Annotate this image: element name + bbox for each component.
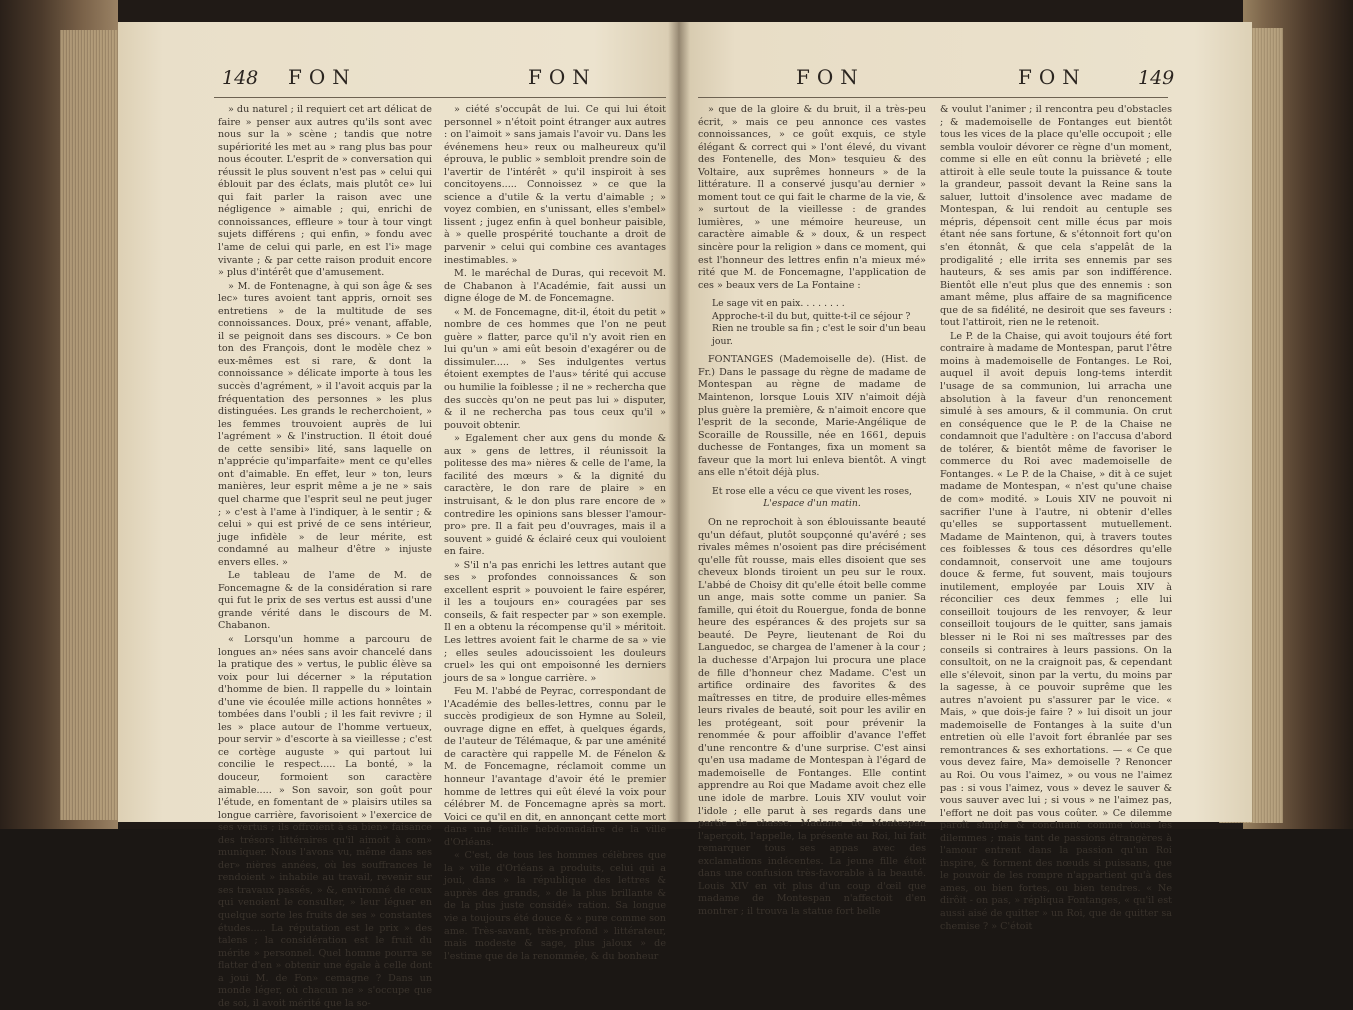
paragraph: » ciété s'occupât de lui. Ce qui lui étoit personnel » n'étoit point étranger aux autres : on l'aimoit » sans jamais l'avoir vu. Dans les événemens heu» reux ou malheureux qu'il éprouva, le public » sembloit prendre soin de l'avertir de l'intérêt » qu'il inspiroit à ses concitoyens..... Connoissez » ce que la science a d'utile & la vertu d'aimable ; » voyez combien, en s'unissant, elles s'embel» lissent ; jugez enfin à quel bonheur paisible, à » quelle prospérité touchante a droit de parvenir » celui qui combine ces avantages inestimables. » bbox=[444, 104, 666, 266]
right-column-1 bbox=[698, 104, 926, 917]
paragraph: « M. de Foncemagne, dit-il, étoit du petit » nombre de ces hommes que l'on ne peut guère » flatter, parce qu'il n'y avoit rien en lui qu'un » ami eût besoin d'exagérer ou de dissimuler..... » Ses indulgentes vertus étoient exemptes de l'aus» térité qui accuse ou humilie la foiblesse ; il ne » rechercha que des succès qu'on ne peut pas lui » disputer, & il ne rechercha pas tous ceux qu'il » pouvoit obtenir. bbox=[444, 306, 666, 431]
book-gutter bbox=[668, 22, 690, 822]
paragraph: » S'il n'a pas enrichi les lettres autant que ses » profondes connoissances & son excellent esprit » pouvoient le faire espérer, il les a toujours en» couragées par ses conseils, & fait respecter par » son exemple. Il en a obtenu la récompense qu'il » méritoit. Les lettres avoient fait le charme de sa » vie ; elles seules adoucissoient les douleurs cruel» les qui ont empoisonné les derniers jours de sa » longue carrière. » bbox=[444, 559, 666, 684]
right-header-rule bbox=[698, 97, 1168, 98]
right-page bbox=[678, 22, 1252, 932]
left-page bbox=[118, 22, 678, 1009]
paragraph: » que de la gloire & du bruit, il a très-peu écrit, » mais ce peu annonce ces vastes connoissances, » ce goût exquis, ce style élégant & correct qui » l'ont élevé, du vivant des Fontenelle, des Mon» tesquieu & des Voltaire, aux suprêmes honneurs » de la littérature. Il a conservé jusqu'au dernier » moment tout ce qui fait le charme de la vie, & » surtout de la vieillesse : de grandes lumières, » une mémoire heureuse, un caractère aimable & » doux, & un respect sincère pour la religion » dans ce moment, qui est l'honneur des lettres enfin n'a mieux mé» rité que M. de Foncemagne, l'application de ces » beaux vers de La Fontaine : bbox=[698, 104, 926, 291]
left-header-1: FON bbox=[288, 65, 357, 89]
paragraph: » M. de Fontenagne, à qui son âge & ses lec» tures avoient tant appris, ornoit ses entretiens » de la multitude de ses connoissances. Doux, pré» venant, affable, il se peignoit dans ses discours. » Ce bon ton des François, dont le modèle chez » eux-mêmes est si rare, & dont la connoissance » délicate importe à tous les succès d'agrément, » il l'avoit acquis par la fréquentation des personnes » les plus distinguées. Les grands le recherchoient, » les femmes trouvoient auprès de lui l'agrément » & l'instruction. Il étoit doué de cette sensibi» lité, sans laquelle on n'apprécie qu'imparfaite» ment ce qu'elles ont d'aimable. En effet, leur » ton, leurs manières, leur esprit même a je ne » sais quel charme que l'esprit seul ne peut juger ; » c'est à l'ame à l'indiquer, à le sentir ; & celui » qui est privé de ce sens intérieur, juge infidèle » de leur mérite, est condamné au malheur d'être » injuste envers elles. » bbox=[218, 280, 432, 568]
paragraph: M. le maréchal de Duras, qui recevoit M. de Chabanon à l'Académie, fait aussi un digne éloge de M. de Foncemagne. bbox=[444, 268, 666, 305]
paragraph: » du naturel ; il requiert cet art délicat de faire » penser aux autres qu'ils sont avec nous sur la » scène ; tandis que notre supériorité les met au » rang plus bas pour nous écouter. L'esprit de » conversation qui réussit le plus souvent n'est pas » celui qui éblouit par des éclats, mais plutôt ce» lui qui fait parler la raison avec une négligence » aimable ; qui, enrichi de connoissances, effleure » tour à tour vingt sujets différens ; qui enfin, » fondu avec l'ame de celui qui parle, en est l'i» mage vivante ; & par cette raison produit encore » plus d'intérêt que d'amusement. bbox=[218, 104, 432, 279]
paragraph: Le tableau de l'ame de M. de Foncemagne & de la considération si rare qui fut le prix de ses vertus est aussi d'une grande vérité dans le discours de M. Chabanon. bbox=[218, 570, 432, 632]
left-header-2: FON bbox=[528, 65, 597, 89]
right-header-1: FON bbox=[796, 65, 865, 89]
paragraph: & voulut l'animer ; il rencontra peu d'obstacles ; & mademoiselle de Fontanges eut bientôt tous les vices de la place qu'elle occupoit ; elle sembla vouloir dévorer ce règne d'un moment, comme si elle en eût connu la brièveté ; elle attiroit à elle seule toute la puissance & toute la grandeur, passoit devant la Reine sans la saluer, luttoit d'insolence avec madame de Montespan, & lui rendoit au centuple ses mépris, dépensoit cent mille écus par mois étant née sans fortune, & s'étonnoit fort qu'on s'en étonnât, & que cela s'appelât de la prodigalité ; elle irrita ses ennemis par ses hauteurs, & ses amis par son indifférence. Bientôt elle n'eut plus que des ennemis : son amant même, plus affaire de sa magnificence que de sa fidélité, ne desiroit que ses faveurs : tout l'attiroit, rien ne le retenoit. bbox=[940, 104, 1172, 329]
paragraph: » Egalement cher aux gens du monde & aux » gens de lettres, il réunissoit la politesse des ma» nières & celle de l'ame, la facilité des mœurs » & la dignité du caractère, le don rare de plaire » en instruisant, & le don plus rare encore de » contredire les opinions sans blesser l'amour-pro» pre. Il a fait peu d'ouvrages, mais il a souvent » guidé & éclairé ceux qui vouloient en faire. bbox=[444, 433, 666, 558]
verse-line: Rien ne trouble sa fin ; c'est le soir d'un beau jour. bbox=[712, 323, 926, 347]
paragraph: On ne reprochoit à son éblouissante beauté qu'un défaut, plutôt soupçonné qu'avéré ; ses rivales mêmes n'osoient pas dire précisément qu'elle fût rousse, mais elles disoient que ses cheveux blonds tiroient un peu sur le roux. L'abbé de Choisy dit qu'elle étoit belle comme un ange, mais sotte comme un panier. Sa famille, qui étoit du Rouergue, fonda de bonne heure des espérances & des projets sur sa beauté. De Peyre, lieutenant de Roi du Languedoc, se chargea de l'amener à la cour ; la duchesse d'Arpajon lui procura une place de fille d'honneur chez Madame. C'est un artifice ordinaire des favorites & des maîtresses en titre, de produire elles-mêmes leurs rivales de beauté, soit pour les avilir en les protégeant, soit pour prévenir la renommée & pour affoiblir d'avance l'effet d'une rencontre & d'une surprise. C'est ainsi qu'en usa madame de Montespan à l'égard de mademoiselle de Fontanges. Elle contint apprendre au Roi que Madame avoit chez elle une idole de marbre. Louis XIV voulut voir l'idole ; elle parut à ses regards dans une partie de chasse. Madame de Montespan l'aperçoit, l'appelle, la présente au Roi, lui fait remarquer tous ses appas avec des exclamations indécentes. La jeune fille étoit dans une confusion très-favorable à la beauté. Louis XIV en vit plus d'un coup d'œil que madame de Montespan n'affectoit d'en montrer ; il trouva la statue fort belle bbox=[698, 516, 926, 917]
verse-block bbox=[712, 298, 926, 348]
verse-line: Et rose elle a vécu ce que vivent les roses, bbox=[711, 485, 912, 497]
left-column-1 bbox=[218, 104, 432, 1009]
paragraph: Le P. de la Chaise, qui avoit toujours été fort contraire à madame de Montespan, parut l'être moins à mademoiselle de Fontanges. Le Roi, auquel il avoit depuis long-tems interdit l'usage de sa communion, lui arracha une absolution à la faveur d'un renoncement simulé à ses amours, & il communia. On crut en conséquence que le P. de la Chaise ne condamnoit que l'adultère : on l'accusa d'abord de tolérer, & bientôt même de favoriser le commerce du Roi avec mademoiselle de Fontanges. « Le P. de la Chaise, » dit à ce sujet madame de Montespan, « n'est qu'une chaise de com» modité. » Louis XIV ne pouvoit ni sacrifier l'une à l'autre, ni obtenir d'elles qu'elles se supportassent mutuellement. Madame de Maintenon, qui, à travers toutes ces foiblesses & tous ces désordres qu'elle condamnoit, conservoit une ame toujours douce & ferme, fut souvent, mais toujours inutilement, employée par Louis XIV à réconcilier ces deux femmes ; elle lui conseilloit toujours de les renvoyer, & leur conseilloit toujours de le quitter, sans jamais blesser ni le Roi ni ses maîtresses par des conseils si contraires à leurs passions. On la consultoit, on ne la craignoit pas, & cependant elle s'élevoit, sinon par la vertu, du moins par la sagesse, à ce pouvoir suprême que les autres n'avoient pu s'assurer par le vice. « Mais, » que dois-je faire ? » lui disoit un jour mademoiselle de Fontanges à la suite d'un entretien où elle l'avoit fort ébranlée par ses remontrances & ses exhortations. — « Ce que vous devez faire, Ma» demoiselle ? Renoncer au Roi. Ou vous l'aimez, » ou vous ne l'aimez pas : si vous l'aimez, vous » devez le sauver & vous sauver avec lui ; si vous » ne l'aimez pas, l'effort ne doit pas vous coûter. » Ce dilemme paroît simple & concluant comme tous les dilemmes ; mais tant de passions étrangères à l'amour entrent dans la passion qu'un Roi inspire, & forment des nœuds si puissans, que le pouvoir de les rompre n'appartient qu'à des ames, ou bien fortes, ou bien tendres. « Ne dirôit - on pas, » répliqua Fontanges, « qu'il est aussi aisé de quitter » un Roi, que de quitter sa chemise ? » C'étoit bbox=[940, 330, 1172, 932]
verse-line: L'espace d'un matin. bbox=[763, 498, 861, 510]
paragraph: « C'est, de tous les hommes célèbres que la » ville d'Orléans a produits, celui qui a joui, dans » la république des lettres & auprès des grands, » de la plus brillante & de la plus juste considé» ration. Sa longue vie a toujours été douce & » pure comme son ame. Très-savant, très-profond » littérateur, mais modeste & sage, plus jaloux » de l'estime que de la renommée, & du bonheur bbox=[444, 850, 666, 962]
right-column-2 bbox=[940, 104, 1172, 932]
paragraph: Feu M. l'abbé de Peyrac, correspondant de l'Académie des belles-lettres, connu par le succès prodigieux de son Hymne au Soleil, ouvrage digne en effet, à quelques égards, de l'auteur de Télémaque, & par une aménité de caractère qui rappelle M. de Fénelon & M. de Foncemagne, réclamoit comme un honneur l'avantage d'avoir été le premier homme de lettres qui eût élevé la voix pour célébrer M. de Foncemagne après sa mort. Voici ce qu'il en dit, en annonçant cette mort dans une feuille hebdomadaire de la ville d'Orléans. bbox=[444, 686, 666, 848]
verse-line: Le sage vit en paix. . . . . . . . bbox=[712, 298, 845, 310]
verse-line: Approche-t-il du but, quitte-t-il ce séjour ? bbox=[712, 310, 911, 322]
paragraph: « Lorsqu'un homme a parcouru de longues an» nées sans avoir chancelé dans la pratique des » vertus, le public élève sa voix pour lui décerner » la réputation d'homme de bien. Il rappelle du » lointain d'une vie écoulée mille actions honnêtes » tombées dans l'oubli ; il les fait revivre ; il les » place autour de l'homme vertueux, pour servir » d'escorte à sa vieillesse ; c'est ce cortège auguste » qui partout lui concilie le respect..... La bonté, » la douceur, formoient son caractère aimable..... » Son savoir, son goût pour l'étude, en fomentant de » plaisirs utiles sa longue carrière, favorisoient » l'exercice de ses vertus ; ils offroient à sa bien» faisance des trésors littéraires qu'il aimoit à com» muniquer. Nous l'avons vu, même dans ses der» nières années, où les souffrances le rendoient » inhabile au travail, revenir sur ses travaux passés, » &, environné de ceux qui venoient le consulter, » leur léguer en quelque sorte les fruits de ses » constantes études..... La réputation est le prix » des talens ; la considération est le fruit du mérite » personnel. Quel homme pourra se flatter d'en » obtenir une égale à celle dont a joui M. de Fon» cemagne ? Dans un monde léger, où chacun ne » s'occupe que de soi, il avoit mérité que la so- bbox=[218, 633, 432, 1009]
verse-block bbox=[698, 486, 926, 511]
left-column-2 bbox=[444, 104, 666, 962]
right-header-2: FON bbox=[1018, 65, 1087, 89]
left-header-rule bbox=[214, 97, 666, 98]
right-page-number: 149 bbox=[1138, 67, 1175, 89]
left-page-number: 148 bbox=[222, 67, 259, 89]
entry-fontanges: FONTANGES (Mademoiselle de). (Hist. de Fr.) Dans le passage du règne de madame de Montespan au règne de madame de Maintenon, lorsque Louis XIV n'aimoit déjà plus guère la première, & n'aimoit encore que l'esprit de la seconde, Marie-Angélique de Scoraille de Roussille, née en 1661, depuis duchesse de Fontanges, fixa un moment sa faveur que la mort lui enleva bientôt. A vingt ans elle n'étoit déjà plus. bbox=[698, 354, 926, 479]
